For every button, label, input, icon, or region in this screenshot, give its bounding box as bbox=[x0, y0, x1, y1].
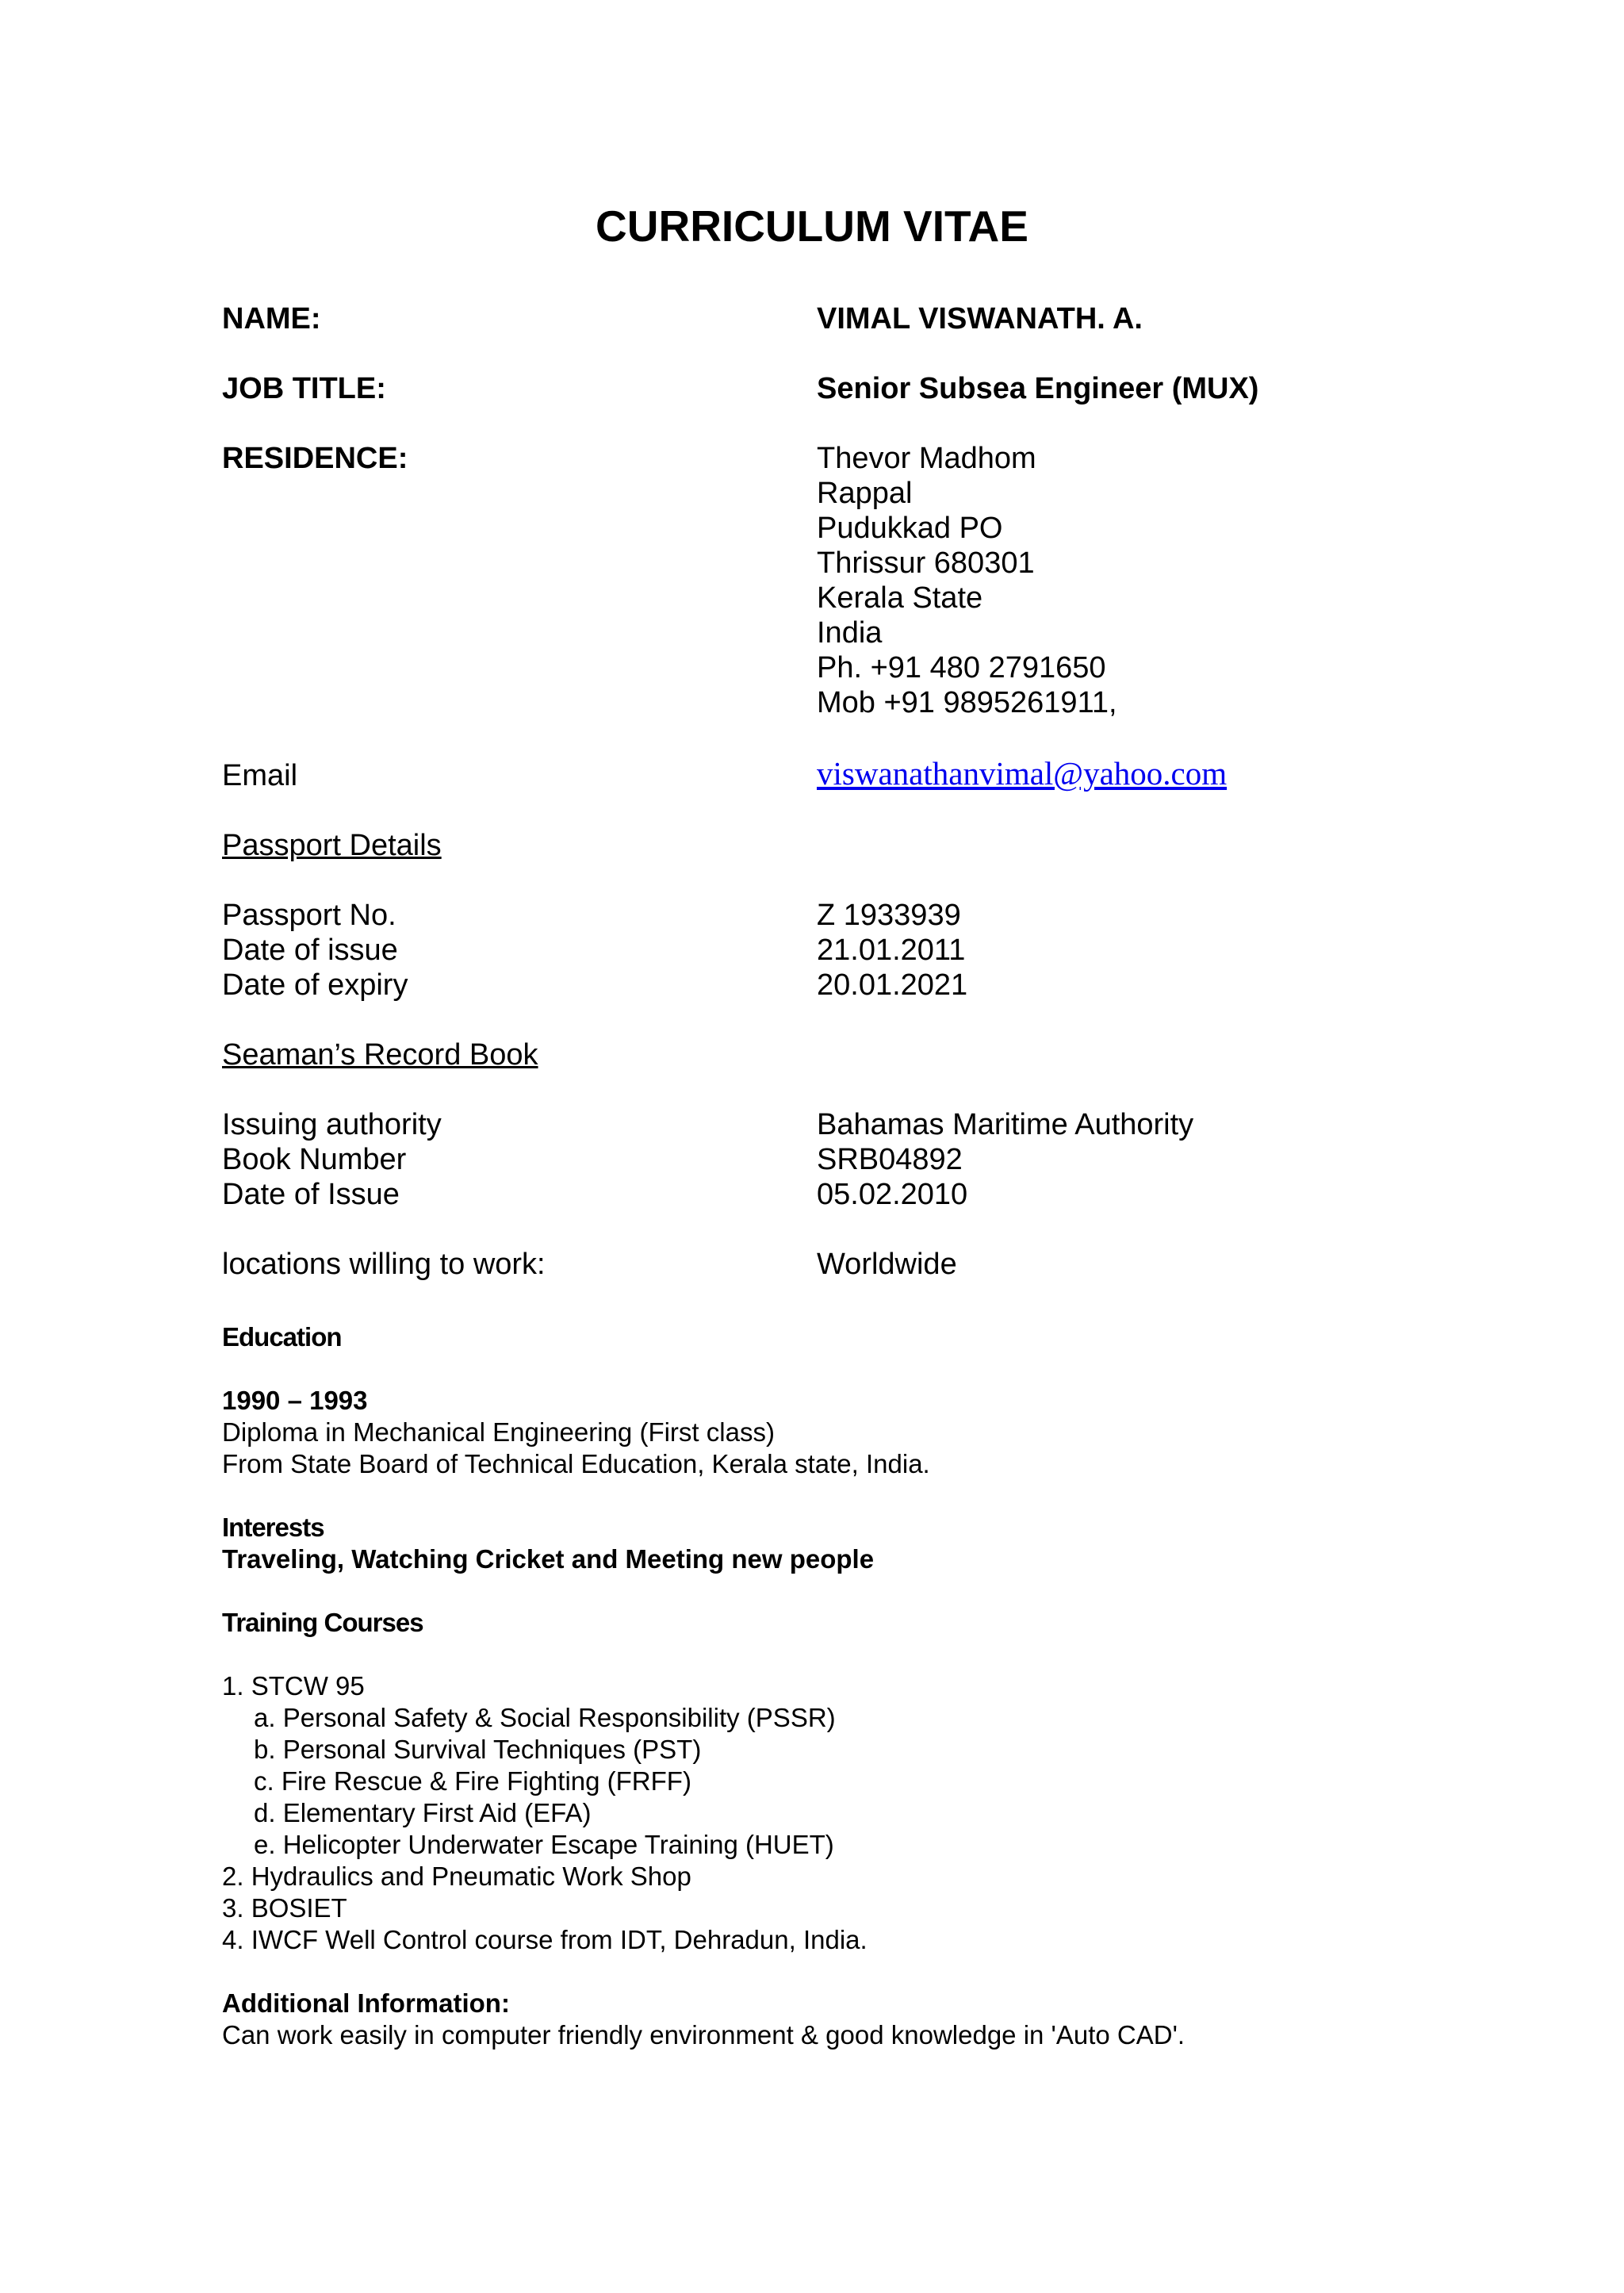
passport-number-label: Passport No. bbox=[222, 899, 396, 932]
email-label: Email bbox=[222, 759, 298, 792]
interests-text: Traveling, Watching Cricket and Meeting new people bbox=[222, 1544, 875, 1574]
training-heading: Training Courses bbox=[222, 1608, 423, 1637]
list-item: 1. STCW 95 bbox=[222, 1671, 365, 1701]
training-list bbox=[222, 1670, 868, 1956]
phone-line: Ph. +91 480 2791650 bbox=[817, 651, 1106, 684]
passport-issue-label: Date of issue bbox=[222, 934, 398, 967]
list-item: b. Personal Survival Techniques (PST) bbox=[254, 1735, 702, 1764]
residence-address bbox=[817, 441, 1117, 720]
address-line: Pudukkad PO bbox=[817, 512, 1003, 545]
address-line: India bbox=[817, 616, 883, 650]
issuing-authority-label: Issuing authority bbox=[222, 1108, 442, 1141]
locations-label: locations willing to work: bbox=[222, 1248, 546, 1281]
document-title: CURRICULUM VITAE bbox=[596, 201, 1028, 251]
passport-number-value: Z 1933939 bbox=[817, 899, 961, 932]
email-value-wrap bbox=[817, 756, 1227, 792]
passport-expiry-label: Date of expiry bbox=[222, 968, 408, 1002]
residence-label: RESIDENCE: bbox=[222, 442, 408, 475]
name-label: NAME: bbox=[222, 302, 321, 336]
education-degree: Diploma in Mechanical Engineering (First class) bbox=[222, 1417, 775, 1447]
seaman-book-heading: Seaman’s Record Book bbox=[222, 1038, 538, 1072]
list-item: 3. BOSIET bbox=[222, 1893, 347, 1923]
name-value: VIMAL VISWANATH. A. bbox=[817, 302, 1143, 336]
list-item: d. Elementary First Aid (EFA) bbox=[254, 1798, 592, 1827]
address-line: Rappal bbox=[817, 477, 913, 510]
list-item: 2. Hydraulics and Pneumatic Work Shop bbox=[222, 1862, 691, 1891]
interests-heading: Interests bbox=[222, 1513, 324, 1542]
issuing-authority-value: Bahamas Maritime Authority bbox=[817, 1108, 1194, 1141]
passport-issue-value: 21.01.2011 bbox=[817, 934, 966, 967]
list-item: e. Helicopter Underwater Escape Training (HUET) bbox=[254, 1830, 834, 1859]
list-item: 4. IWCF Well Control course from IDT, Dehradun, India. bbox=[222, 1925, 868, 1954]
passport-heading: Passport Details bbox=[222, 829, 442, 862]
locations-value: Worldwide bbox=[817, 1248, 957, 1281]
address-line: Kerala State bbox=[817, 581, 983, 615]
address-line: Thrissur 680301 bbox=[817, 546, 1035, 580]
book-issue-date-value: 05.02.2010 bbox=[817, 1178, 968, 1211]
job-title-value: Senior Subsea Engineer (MUX) bbox=[817, 372, 1259, 405]
mobile-line: Mob +91 9895261911, bbox=[817, 686, 1117, 719]
additional-info-text: Can work easily in computer friendly environment & good knowledge in 'Auto CAD'. bbox=[222, 2020, 1185, 2050]
list-item: a. Personal Safety & Social Responsibility (PSSR) bbox=[254, 1703, 836, 1732]
list-item: c. Fire Rescue & Fire Fighting (FRFF) bbox=[254, 1766, 691, 1796]
email-link[interactable]: viswanathanvimal@yahoo.com bbox=[817, 755, 1228, 792]
education-institution: From State Board of Technical Education, Kerala state, India. bbox=[222, 1449, 930, 1478]
job-title-label: JOB TITLE: bbox=[222, 372, 386, 405]
book-number-value: SRB04892 bbox=[817, 1143, 963, 1176]
education-years: 1990 – 1993 bbox=[222, 1386, 368, 1415]
address-line: Thevor Madhom bbox=[817, 442, 1036, 475]
passport-expiry-value: 20.01.2021 bbox=[817, 968, 968, 1002]
education-heading: Education bbox=[222, 1322, 342, 1352]
book-issue-date-label: Date of Issue bbox=[222, 1178, 400, 1211]
additional-info-heading: Additional Information: bbox=[222, 1988, 510, 2018]
book-number-label: Book Number bbox=[222, 1143, 407, 1176]
